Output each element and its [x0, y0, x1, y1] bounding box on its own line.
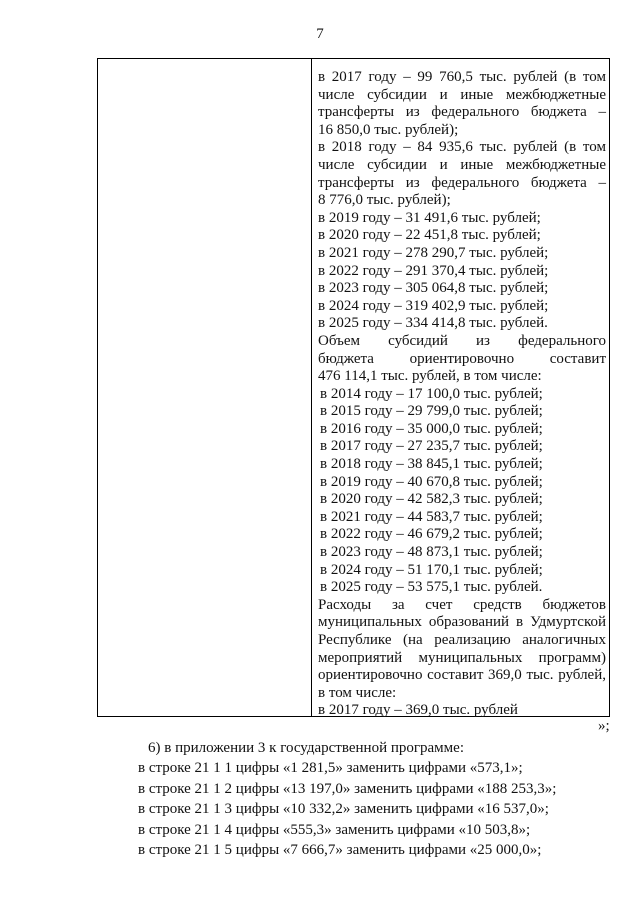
cell-line: в 2022 году – 291 370,4 тыс. рублей;	[318, 262, 549, 279]
amendment-line: в строке 21 1 1 цифры «1 281,5» заменить цифрами «573,1»;	[138, 760, 523, 777]
cell-line: в 2016 году – 35 000,0 тыс. рублей;	[320, 420, 543, 437]
cell-line: мероприятий муниципальных программ)	[318, 649, 606, 666]
cell-line: в 2023 году – 305 064,8 тыс. рублей;	[318, 280, 549, 297]
column-divider	[311, 59, 312, 716]
cell-line: Объем субсидий из федерального	[318, 332, 606, 349]
funding-cell	[318, 69, 606, 720]
amendment-line: в строке 21 1 3 цифры «10 332,2» заменить цифрами «16 537,0»;	[138, 801, 549, 818]
cell-line: в 2020 году – 22 451,8 тыс. рублей;	[318, 227, 541, 244]
cell-line: в 2015 году – 29 799,0 тыс. рублей;	[320, 403, 543, 420]
cell-line: 476 114,1 тыс. рублей, в том числе:	[318, 368, 542, 385]
amendment-line: в строке 21 1 2 цифры «13 197,0» заменить цифрами «188 253,3»;	[138, 780, 557, 797]
cell-line: в 2022 году – 46 679,2 тыс. рублей;	[320, 526, 543, 543]
cell-line: в 2020 году – 42 582,3 тыс. рублей;	[320, 491, 543, 508]
cell-line: в 2023 году – 48 873,1 тыс. рублей;	[320, 544, 543, 561]
amendment-line: в строке 21 1 4 цифры «555,3» заменить цифрами «10 503,8»;	[138, 821, 531, 838]
cell-line: в 2021 году – 278 290,7 тыс. рублей;	[318, 244, 549, 261]
cell-line: в 2019 году – 40 670,8 тыс. рублей;	[320, 473, 543, 490]
cell-line: Республике (на реализацию аналогичных	[318, 632, 606, 648]
closing-quote: »;	[598, 718, 610, 734]
cell-line: муниципальных образований в Удмуртской	[318, 614, 606, 631]
program-table	[97, 58, 610, 717]
cell-line: Расходы за счет средств бюджетов	[318, 596, 606, 613]
page-number: 7	[316, 26, 324, 42]
cell-line: бюджета ориентировочно составит	[318, 350, 606, 367]
cell-line: в 2024 году – 51 170,1 тыс. рублей;	[320, 561, 543, 578]
cell-line: в 2017 году – 369,0 тыс. рублей	[318, 702, 518, 719]
cell-line: числе субсидии и иные межбюджетные	[318, 156, 606, 173]
cell-line: в 2025 году – 334 414,8 тыс. рублей.	[318, 315, 548, 332]
amendment-text	[138, 738, 556, 860]
cell-line: ориентировочно составит 369,0 тыс. рублей,	[318, 667, 606, 684]
cell-line: в том числе:	[318, 684, 397, 701]
amendment-line: в строке 21 1 5 цифры «7 666,7» заменить цифрами «25 000,0»;	[138, 842, 542, 859]
cell-line: 16 850,0 тыс. рублей);	[318, 121, 459, 138]
cell-line: в 2025 году – 53 575,1 тыс. рублей.	[320, 579, 543, 596]
cell-line: в 2024 году – 319 402,9 тыс. рублей;	[318, 297, 549, 314]
cell-line: числе субсидии и иные межбюджетные	[318, 86, 606, 103]
cell-line: в 2014 году – 17 100,0 тыс. рублей;	[320, 385, 543, 402]
cell-line: трансферты из федерального бюджета –	[318, 104, 606, 121]
cell-line: трансферты из федерального бюджета –	[318, 174, 606, 191]
cell-line: 8 776,0 тыс. рублей);	[318, 192, 451, 209]
cell-line: в 2019 году – 31 491,6 тыс. рублей;	[318, 209, 541, 226]
amendment-heading: 6) в приложении 3 к государственной программе:	[148, 740, 464, 756]
cell-line: в 2017 году – 27 235,7 тыс. рублей;	[320, 438, 543, 455]
cell-line: в 2018 году – 84 935,6 тыс. рублей (в том	[318, 139, 606, 156]
cell-line: в 2017 году – 99 760,5 тыс. рублей (в том	[318, 69, 606, 85]
cell-line: в 2021 году – 44 583,7 тыс. рублей;	[320, 508, 543, 525]
cell-line: в 2018 году – 38 845,1 тыс. рублей;	[320, 456, 543, 473]
